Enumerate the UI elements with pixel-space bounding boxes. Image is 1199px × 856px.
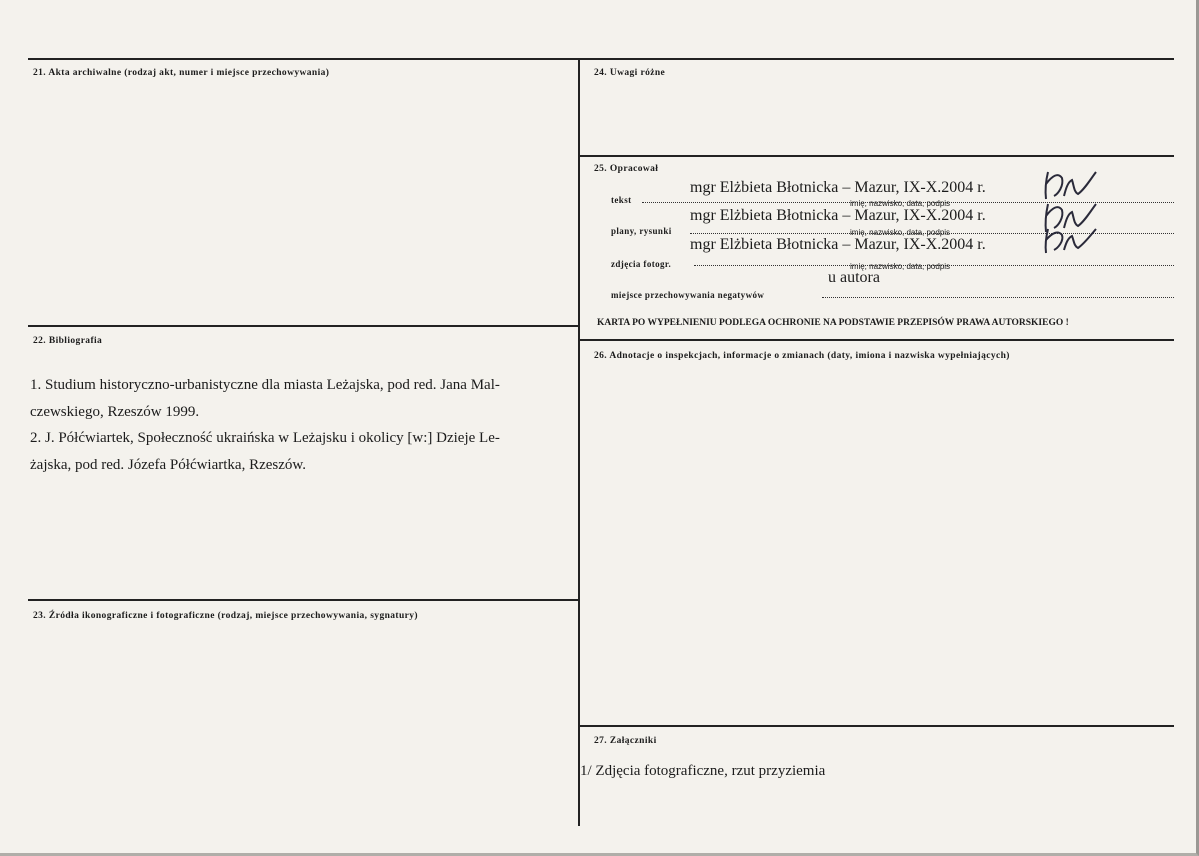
section-27-label: 27. Załączniki bbox=[594, 736, 657, 746]
signature-text bbox=[1040, 168, 1102, 202]
rule-right-26 bbox=[578, 339, 1174, 341]
section-23-label: 23. Źródła ikonograficzne i fotograficzne (rodzaj, miejsce przechowywania, sygnatury) bbox=[33, 611, 418, 621]
top-rule bbox=[28, 58, 1174, 60]
section-25-label: 25. Opracował bbox=[594, 164, 659, 174]
rule-left-22 bbox=[28, 325, 579, 327]
field-hint-text: imię, nazwisko, data, podpis bbox=[850, 199, 951, 208]
copyright-notice: KARTA PO WYPEŁNIENIU PODLEGA OCHRONIE NA PODSTAWIE PRZEPISÓW PRAWA AUTORSKIEGO ! bbox=[597, 318, 1069, 328]
author-text: mgr Elżbieta Błotnicka – Mazur, IX-X.2004 r. bbox=[690, 179, 986, 196]
section-26-label: 26. Adnotacje o inspekcjach, informacje o zmianach (daty, imiona i nazwiska wypełniających) bbox=[594, 351, 1010, 361]
author-photos: mgr Elżbieta Błotnicka – Mazur, IX-X.2004 r. bbox=[690, 236, 986, 253]
center-divider bbox=[578, 58, 580, 826]
field-label-negatives: miejsce przechowywania negatywów bbox=[611, 290, 765, 300]
section-21-label: 21. Akta archiwalne (rodzaj akt, numer i miejsce przechowywania) bbox=[33, 68, 330, 78]
field-label-plans: plany, rysunki bbox=[611, 226, 672, 236]
rule-left-23 bbox=[28, 599, 579, 601]
rule-right-27 bbox=[578, 725, 1174, 727]
attachments-text: 1/ Zdjęcia fotograficzne, rzut przyziemia bbox=[580, 763, 826, 779]
rule-right-25 bbox=[578, 155, 1174, 157]
signature-photos bbox=[1040, 226, 1102, 256]
negatives-location: u autora bbox=[828, 269, 880, 286]
bibliography-line: 2. J. Półćwiartek, Społeczność ukraińska w Leżajsku i okolicy [w:] Dzieje Le- bbox=[30, 430, 500, 446]
field-hint-plans: imię, nazwisko, data, podpis bbox=[850, 228, 951, 237]
bibliography-text bbox=[30, 372, 575, 478]
field-line-negatives bbox=[822, 297, 1174, 298]
bibliography-line: żajska, pod red. Józefa Półćwiartka, Rzeszów. bbox=[30, 456, 307, 473]
section-24-label: 24. Uwagi różne bbox=[594, 68, 666, 78]
section-22-label: 22. Bibliografia bbox=[33, 336, 103, 346]
author-plans: mgr Elżbieta Błotnicka – Mazur, IX-X.2004 r. bbox=[690, 207, 986, 224]
bibliography-line: 1. Studium historyczno-urbanistyczne dla miasta Leżajska, pod red. Jana Mal- bbox=[30, 377, 500, 393]
bibliography-line: czewskiego, Rzeszów 1999. bbox=[30, 403, 200, 420]
field-hint-photos: imię, nazwisko, data, podpis bbox=[850, 262, 951, 271]
field-label-photos: zdjęcia fotogr. bbox=[611, 259, 672, 269]
field-label-text: tekst bbox=[611, 195, 632, 205]
